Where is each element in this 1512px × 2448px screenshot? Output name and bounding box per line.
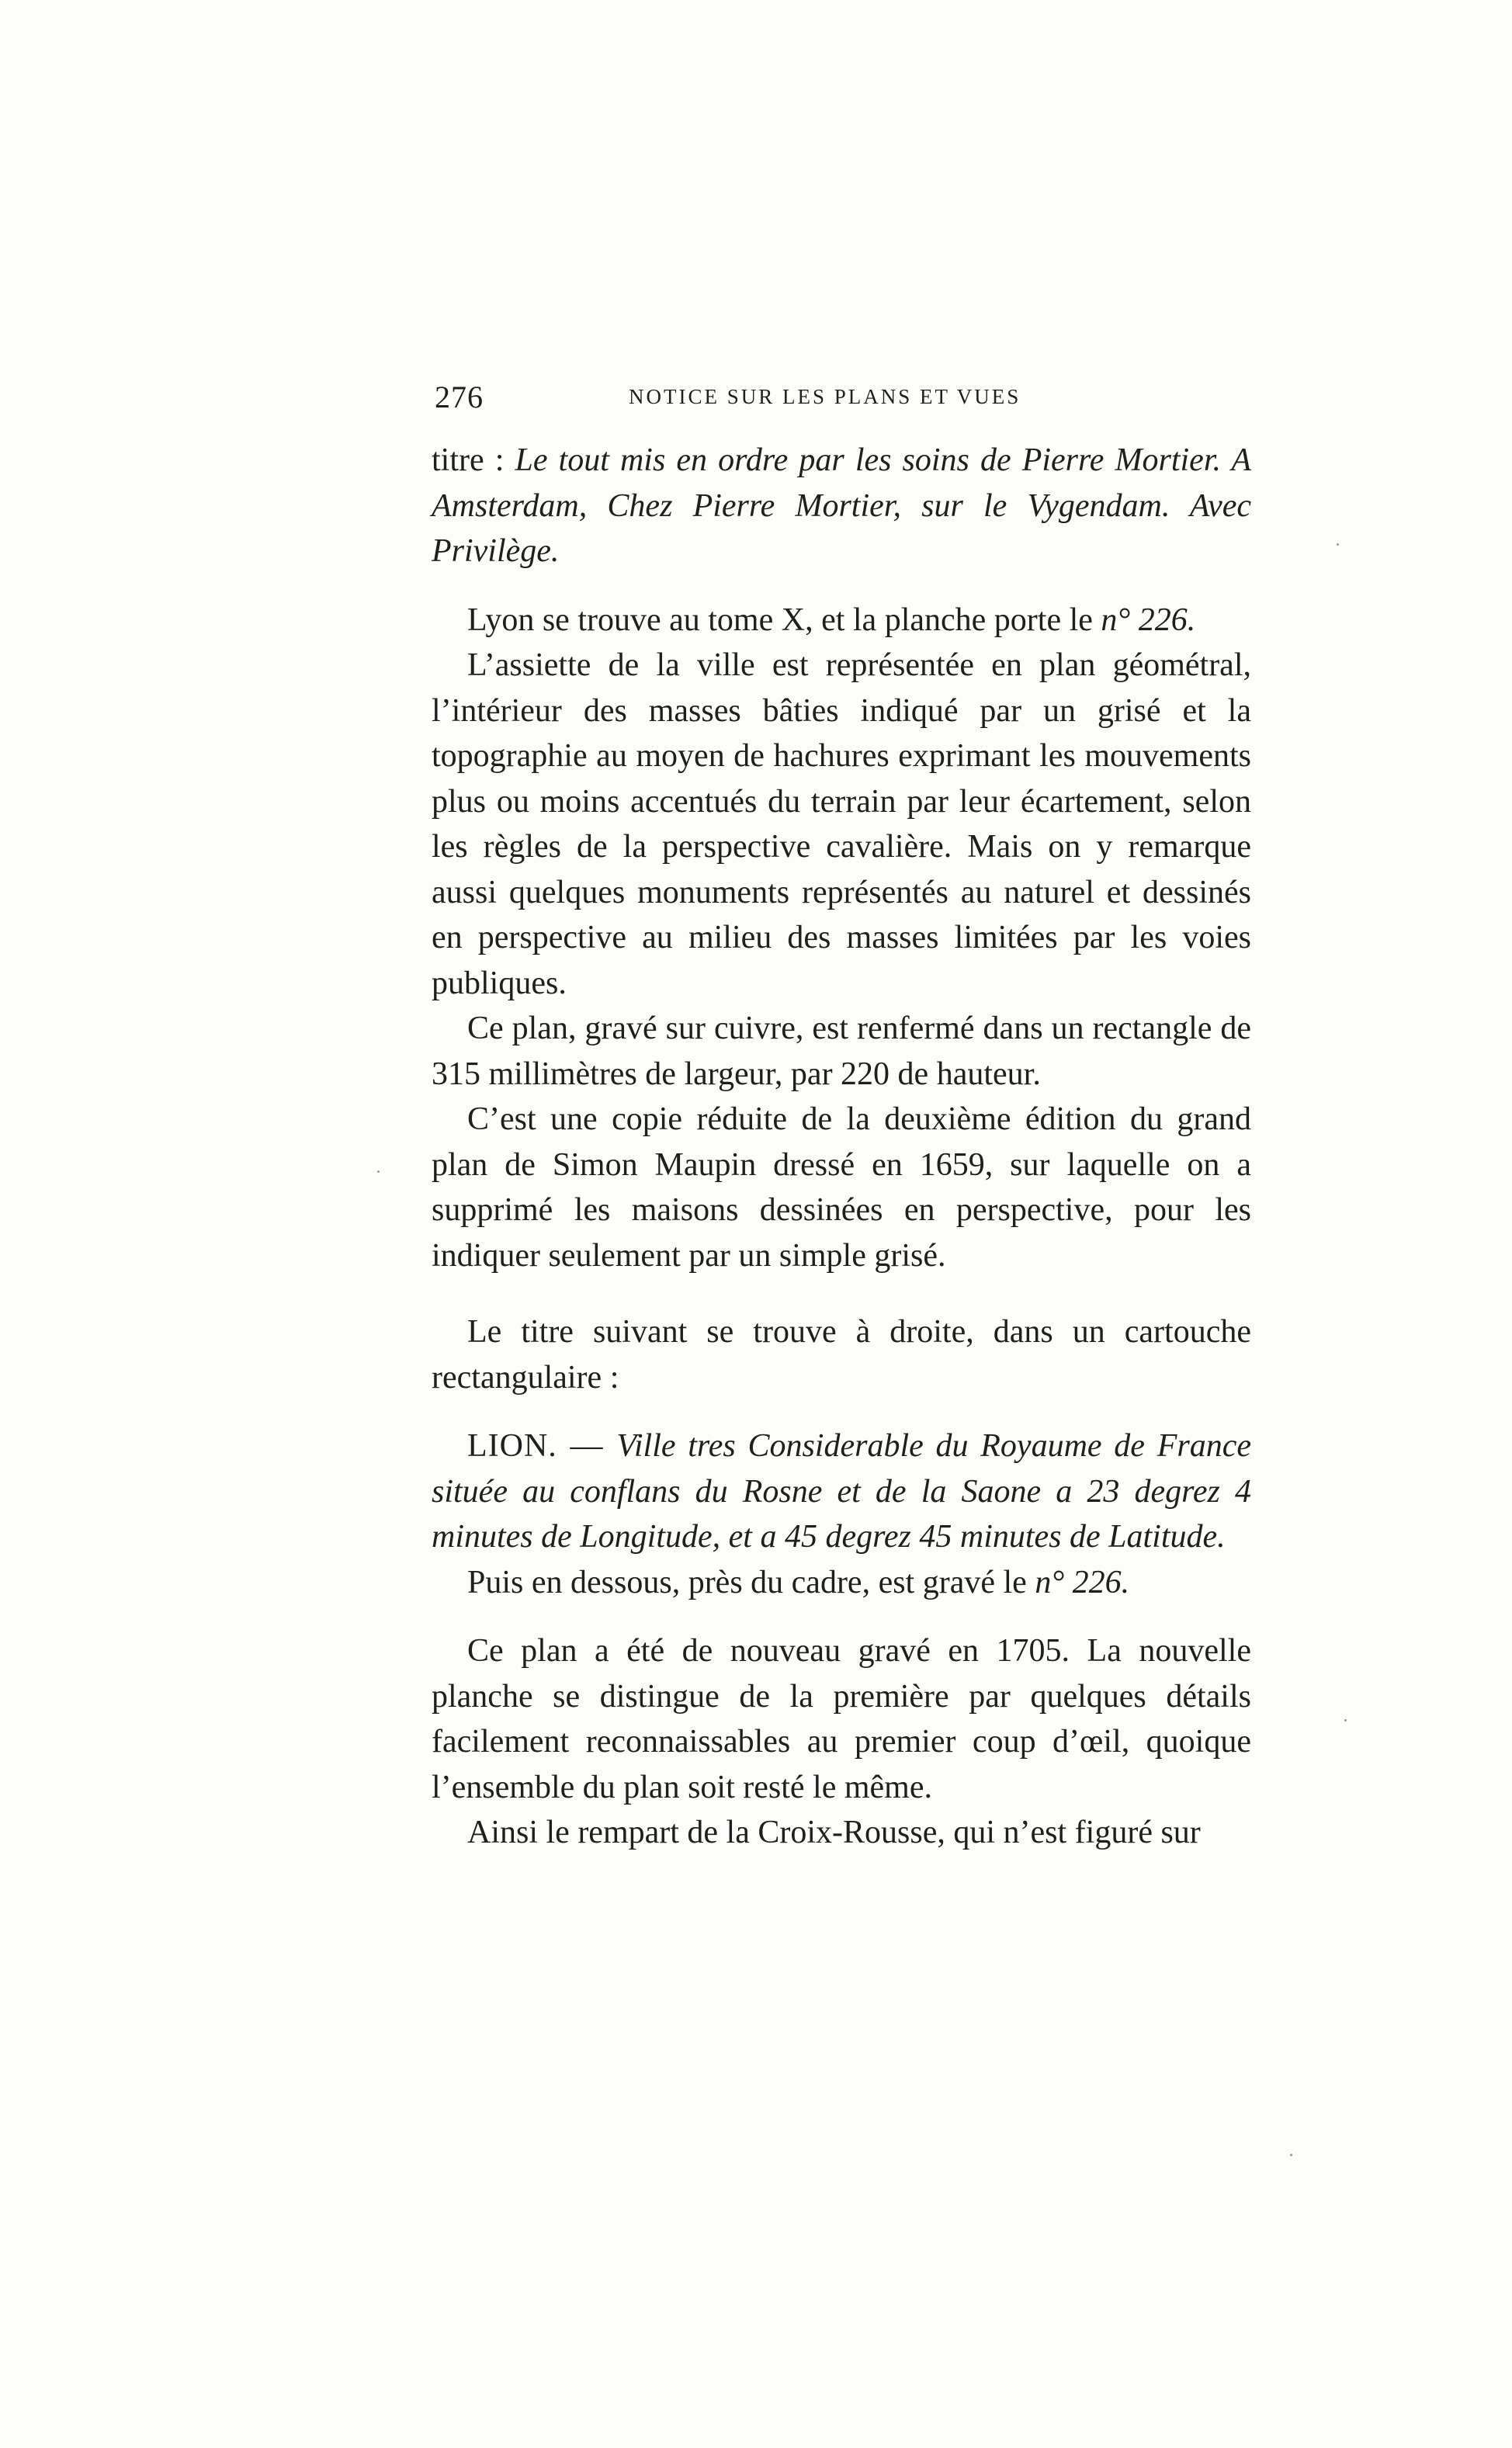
paragraph-italic: Le tout mis en ordre par les soins de Pierre Mortier. A Amsterdam, Chez Pierre Mortier, sur le Vygendam. Avec Privilège.	[432, 442, 1251, 569]
paragraph-lead: LION. —	[467, 1428, 617, 1464]
paragraph-italic: n° 226.	[1101, 602, 1196, 638]
body-text	[432, 438, 1251, 1856]
paragraph-cuivre: Ce plan, gravé sur cuivre, est renfermé dans un rectangle de 315 millimètres de largeur, par 220 de hauteur.	[432, 1011, 1251, 1092]
paragraph-assiette: L’assiette de la ville est représentée en plan géométral, l’intérieur des masses bâties indiqué par un grisé et la topographie au moyen de hachures exprimant les mouvements plus ou moins accentués du terrain par leur écartement, selon les règles de la perspective cavalière. Mais on y remarque aussi quelques monuments représentés au naturel et dessinés en perspective au milieu des masses limitées par les voies publiques.	[432, 647, 1251, 1001]
paragraph-lead: titre :	[432, 442, 515, 478]
paragraph-croix-rousse: Ainsi le rempart de la Croix-Rousse, qui n’est figuré sur	[467, 1815, 1201, 1850]
paragraph-italic: Ville tres Considerable du Royaume de France située au conflans du Rosne et de la Saone a 23 degrez 4 minutes de Longitude, et a 45 degrez 45 minutes de Latitude.	[432, 1428, 1251, 1555]
paper-speck	[1290, 2154, 1292, 2156]
paragraph-cartouche: Le titre suivant se trouve à droite, dans un cartouche rectangulaire :	[432, 1314, 1251, 1396]
paragraph-dessous	[432, 1560, 1251, 1606]
paragraph-italic: n° 226.	[1035, 1564, 1130, 1600]
paper-speck	[1337, 543, 1339, 546]
paper-speck	[1344, 1719, 1347, 1722]
page-header	[435, 379, 1251, 425]
paragraph-copie: C’est une copie réduite de la deuxième édition du grand plan de Simon Maupin dressé en 1659, sur laquelle on a supprimé les maisons dessinées en perspective, pour les indiquer seulement par un simple grisé.	[432, 1101, 1251, 1274]
paragraph-lead: Lyon se trouve au tome X, et la planche porte le	[467, 602, 1101, 638]
running-title: NOTICE SUR LES PLANS ET VUES	[629, 385, 1021, 408]
paragraph-1705: Ce plan a été de nouveau gravé en 1705. La nouvelle planche se distingue de la première par quelques détails facilement reconnaissables au premier coup d’œil, quoique l’ensemble du plan soit resté le même.	[432, 1633, 1251, 1805]
paragraph-lion-title	[432, 1423, 1251, 1560]
paragraph-lead: Puis en dessous, près du cadre, est gravé le	[467, 1564, 1035, 1600]
page-number: 276	[435, 380, 484, 414]
paragraph-tome	[432, 598, 1251, 643]
paper-speck	[377, 1170, 380, 1173]
paragraph-title-continuation	[432, 438, 1251, 574]
